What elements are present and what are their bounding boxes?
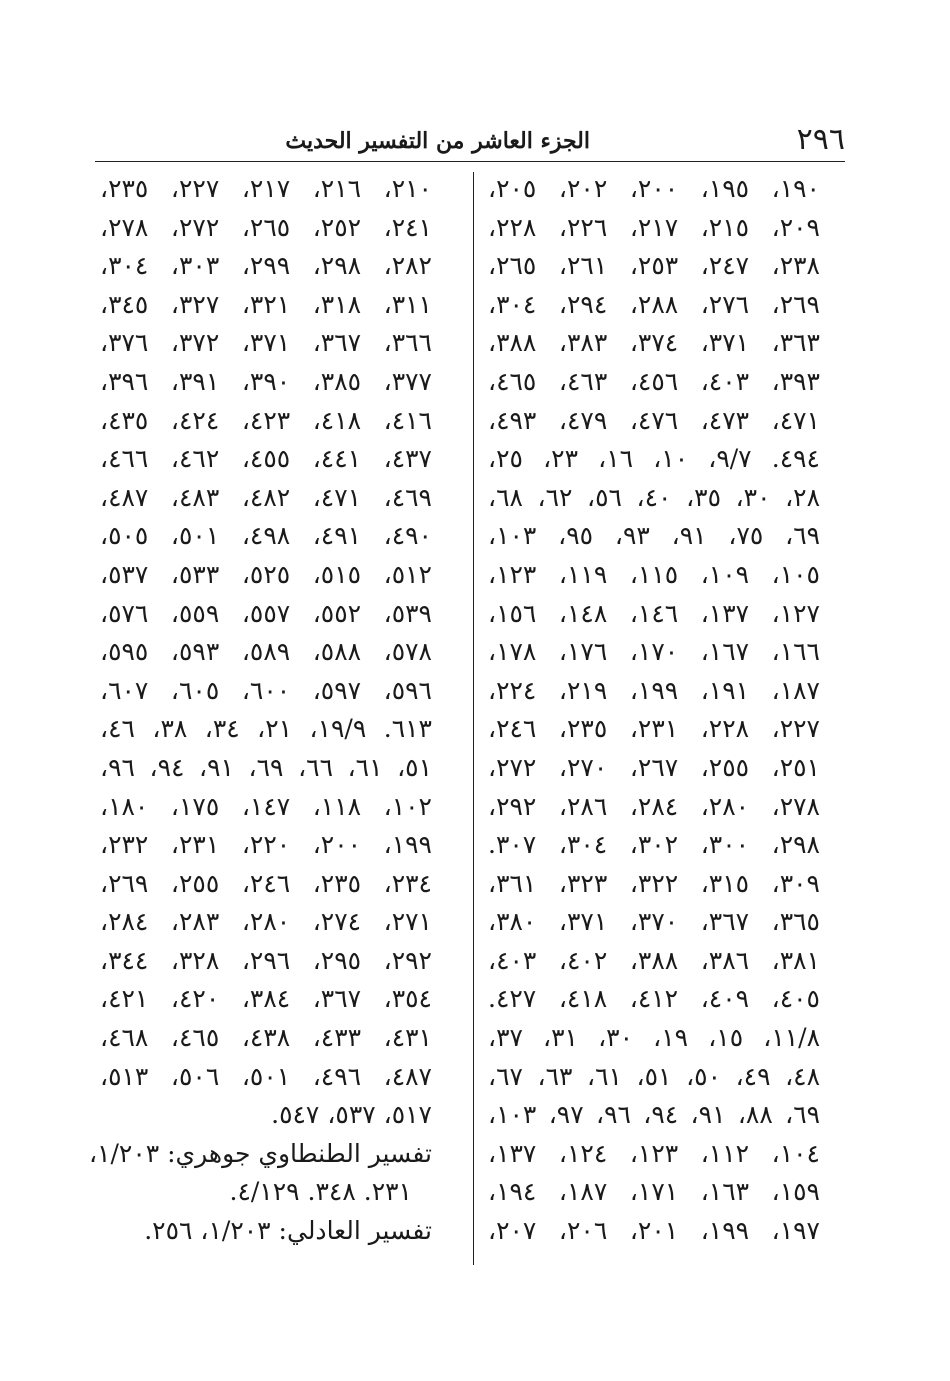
index-line: ٢٨٢، ٢٩٨، ٢٩٩، ٣٠٣، ٣٠٤، (100, 251, 432, 281)
index-line: ٦٩، ٨٨، ٩١، ٩٤، ٩٦، ٩٧، ١٠٣، (488, 1100, 821, 1130)
index-line: ٢٣٤، ٢٣٥، ٢٤٦، ٢٥٥، ٢٦٩، (100, 868, 432, 898)
index-line: ٢٩٢، ٢٩٥، ٢٩٦، ٣٢٨، ٣٤٤، (100, 945, 432, 975)
index-line: ٤٨٧، ٤٩٦، ٥٠١، ٥٠٦، ٥١٣، (100, 1061, 432, 1091)
index-line: ١٠٢، ١١٨، ١٤٧، ١٧٥، ١٨٠، (100, 791, 432, 821)
index-line: ٦٩، ٧٥، ٩١، ٩٣، ٩٥، ١٠٣، (488, 521, 821, 551)
index-line: ٥١٢، ٥١٥، ٥٢٥، ٥٣٣، ٥٣٧، (100, 559, 432, 589)
index-line: ٢٤١، ٢٥٢، ٢٦٥، ٢٧٢، ٢٧٨، (100, 212, 432, 242)
index-line: ٣٥٤، ٣٦٧، ٣٨٤، ٤٢٠، ٤٢١، (100, 984, 432, 1014)
index-line: ٥١٧، ٥٣٧، ٥٤٧. (271, 1100, 432, 1130)
index-line: ٤٣١، ٤٣٣، ٤٣٨، ٤٦٥، ٤٦٨، (100, 1023, 432, 1053)
index-line: ١٨٧، ١٩١، ١٩٩، ٢١٩، ٢٢٤، (488, 675, 820, 705)
index-line: ١٠٥، ١٠٩، ١١٥، ١١٩، ١٢٣، (488, 559, 820, 589)
index-line: ٤٩٠، ٤٩١، ٤٩٨، ٥٠١، ٥٠٥، (100, 521, 432, 551)
index-line: ٣٠٩، ٣١٥، ٣٢٢، ٣٢٣، ٣٦١، (488, 868, 820, 898)
index-line: ١١/٨، ١٥، ١٩، ٣٠، ٣١، ٣٧، (488, 1023, 821, 1053)
index-line: ٣٧٧، ٣٨٥، ٣٩٠، ٣٩١، ٣٩٦، (100, 366, 432, 396)
index-line: ٢١٠، ٢١٦، ٢١٧، ٢٢٧، ٢٣٥، (100, 174, 432, 203)
index-line: ١٩٧، ١٩٩، ٢٠١، ٢٠٦، ٢٠٧، (488, 1216, 820, 1246)
index-line: ٢٧١، ٢٧٤، ٢٨٠، ٢٨٣، ٢٨٤، (100, 907, 432, 937)
running-title: الجزء العاشر من التفسير الحديث (285, 128, 590, 154)
index-line: ٥٣٩، ٥٥٢، ٥٥٧، ٥٥٩، ٥٧٦، (100, 598, 432, 628)
index-line: ١٩٩، ٢٠٠، ٢٢٠، ٢٣١، ٢٣٢، (100, 830, 432, 860)
index-line: ٤٩٤. ٩/٧، ١٠، ١٦، ٢٣، ٢٥، (488, 444, 820, 474)
index-line: ٣٦٥، ٣٦٧، ٣٧٠، ٣٧١، ٣٨٠، (488, 907, 820, 937)
left-column (88, 170, 433, 1251)
index-line: ٢٧٨، ٢٨٠، ٢٨٤، ٢٨٦، ٢٩٢، (488, 791, 820, 821)
index-line: ٣٨١، ٣٨٦، ٣٨٨، ٤٠٢، ٤٠٣، (488, 945, 820, 975)
index-line: ٣٦٦، ٣٦٧، ٣٧١، ٣٧٢، ٣٧٦، (100, 328, 432, 358)
index-line: ٥٧٨، ٥٨٨، ٥٨٩، ٥٩٣، ٥٩٥، (100, 637, 432, 667)
header-rule (95, 161, 845, 162)
index-line: ٤١٦، ٤١٨، ٤٢٣، ٤٢٤، ٤٣٥، (100, 405, 432, 435)
column-divider (473, 172, 474, 1265)
index-line: ٢٠٩، ٢١٥، ٢١٧، ٢٢٦، ٢٢٨، (488, 212, 820, 242)
index-line: ١٢٧، ١٣٧، ١٤٦، ١٤٨، ١٥٦، (488, 598, 820, 628)
index-line: ٢٦٩، ٢٧٦، ٢٨٨، ٢٩٤، ٣٠٤، (488, 289, 820, 319)
index-line: ٣٦٣، ٣٧١، ٣٧٤، ٣٨٣، ٣٨٨، (488, 328, 820, 358)
index-line: ٥١، ٦١، ٦٦، ٦٩، ٩١، ٩٤، ٩٦، (100, 752, 433, 782)
page-number: ٢٩٦ (796, 122, 845, 157)
index-line: ٢٢٧، ٢٢٨، ٢٣١، ٢٣٥، ٢٤٦، (488, 714, 820, 744)
index-line: ٣١١، ٣١٨، ٣٢١، ٣٢٧، ٣٤٥، (100, 289, 432, 319)
index-line: ١٠٤، ١١٢، ١٢٣، ١٢٤، ١٣٧، (488, 1138, 820, 1168)
index-line: ١٦٦، ١٦٧، ١٧٠، ١٧٦، ١٧٨، (488, 637, 820, 667)
index-line: ٦١٣. ١٩/٩، ٢١، ٣٤، ٣٨، ٤٦، (100, 714, 432, 744)
index-entry-heading: تفسير العادلي: ١/٢٠٣، ٢٥٦. (144, 1216, 432, 1246)
index-line: ١٥٩، ١٦٣، ١٧١، ١٨٧، ١٩٤، (488, 1177, 820, 1207)
page-header (95, 118, 845, 162)
index-line: ٢٣٨، ٢٤٧، ٢٥٣، ٢٦١، ٢٦٥، (488, 251, 820, 281)
index-line: ٢٥١، ٢٥٥، ٢٦٧، ٢٧٠، ٢٧٢، (488, 752, 820, 782)
index-line: ٢٨، ٣٠، ٣٥، ٤٠، ٥٦، ٦٢، ٦٨، (488, 482, 821, 512)
index-line: ٥٩٦، ٥٩٧، ٦٠٠، ٦٠٥، ٦٠٧، (100, 675, 432, 705)
index-line: ٤٠٥، ٤٠٩، ٤١٢، ٤١٨، ٤٢٧. (488, 984, 820, 1014)
index-line: ١٩٠، ١٩٥، ٢٠٠، ٢٠٢، ٢٠٥، (488, 174, 820, 203)
right-column (488, 170, 820, 1251)
index-line: ٣٩٣، ٤٠٣، ٤٥٦، ٤٦٣، ٤٦٥، (488, 366, 820, 396)
index-line: ٤٦٩، ٤٧١، ٤٨٢، ٤٨٣، ٤٨٧، (100, 482, 432, 512)
index-line: ٤٣٧، ٤٤١، ٤٥٥، ٤٦٢، ٤٦٦، (100, 444, 432, 474)
index-entry-continuation: ٢٣١. ٣٤٨. ٤/١٢٩. (229, 1177, 412, 1207)
index-line: ٤٨، ٤٩، ٥٠، ٥١، ٦١، ٦٣، ٦٧، (488, 1061, 821, 1091)
index-line: ٤٧١، ٤٧٣، ٤٧٦، ٤٧٩، ٤٩٣، (488, 405, 820, 435)
index-line: ٢٩٨، ٣٠٠، ٣٠٢، ٣٠٤، ٣٠٧. (488, 830, 820, 860)
index-entry-heading: تفسير الطنطاوي جوهري: ١/٢٠٣، (88, 1138, 432, 1168)
